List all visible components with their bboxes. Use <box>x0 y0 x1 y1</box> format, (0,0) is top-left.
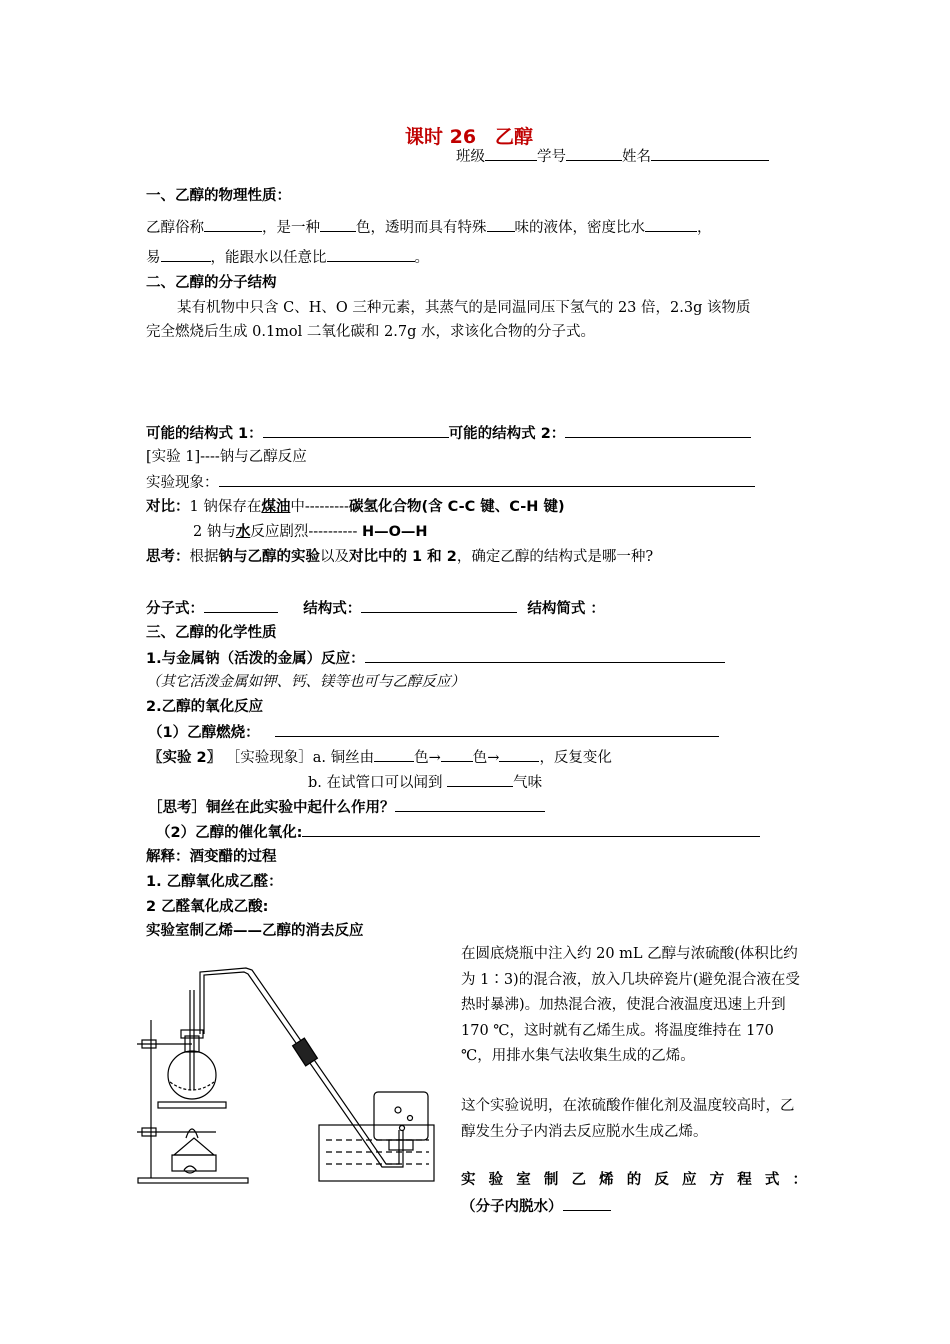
section-1-heading: 一、乙醇的物理性质： <box>146 188 291 204</box>
text: 实验现象： <box>146 475 219 491</box>
comparison-line-1 <box>146 497 565 517</box>
class-label: 班级 <box>456 149 485 165</box>
alcohol-lamp <box>174 1138 214 1155</box>
text: 易 <box>146 250 161 266</box>
text: 乙醇俗称 <box>146 220 204 236</box>
text: 思考： <box>146 549 190 565</box>
section-3-heading: 三、乙醇的化学性质 <box>146 625 277 641</box>
text: 可能的结构式 2： <box>448 426 566 442</box>
problem-line-1: 某有机物中只含 C、H、O 三种元素，其蒸气的是同温同压下氢气的 23 倍，2.3g 该物质 <box>177 300 751 316</box>
stand-base <box>138 1178 248 1183</box>
step-2: 2 乙醛氧化成乙酸: <box>146 899 269 915</box>
physical-properties-line-2 <box>146 247 429 268</box>
text: 〖实验 2〗 <box>148 750 222 766</box>
lab-description: 在圆底烧瓶中注入约 20 mL 乙醇与浓硫酸(体积比约为 1∶3)的混合液，放入几块碎瓷片(避免混合液在受热时暴沸)。加热混合液，使混合液温度迅速上升到 170 ℃，这时就有乙烯生成。将温度维持在 170 ℃，用排水集气法收集生成的乙烯。 <box>461 946 800 1064</box>
section-2-heading: 二、乙醇的分子结构 <box>146 275 277 291</box>
text: 气味 <box>513 775 543 791</box>
problem-line-2: 完全燃烧后生成 0.1mol 二氧化碳和 2.7g 水，求该化合物的分子式。 <box>146 324 595 340</box>
wire-gauze <box>158 1102 226 1108</box>
page-title: 课时 26 乙醇 <box>405 126 534 148</box>
text: ， <box>697 220 712 236</box>
text: 水 <box>235 524 251 540</box>
text: 分子式： <box>146 601 204 617</box>
text: 味的液体，密度比水 <box>514 220 645 236</box>
text: 煤油 <box>261 499 291 515</box>
text: ，是一种 <box>262 220 320 236</box>
formula-line <box>146 598 605 619</box>
text: 1 钠保存在 <box>189 499 262 515</box>
text: 结构简式 ： <box>527 601 605 617</box>
text: 对比： <box>146 499 190 515</box>
text: ，确定乙醇的结构式是哪一种? <box>456 549 654 565</box>
text: 色，透明而具有特殊 <box>356 220 487 236</box>
reaction-1 <box>146 648 725 669</box>
water-trough <box>319 1125 434 1181</box>
possible-structures-line <box>146 423 751 444</box>
text: 碳氢化合物(含 C-C 键、C-H 键) <box>348 499 565 515</box>
text: 钠与乙醇的实验 <box>218 549 320 565</box>
experiment-2-line-b <box>308 772 542 793</box>
text: 反应剧烈---------- <box>250 524 358 540</box>
text: 2 钠与 <box>193 524 236 540</box>
name-label: 姓名 <box>622 149 651 165</box>
think-2 <box>148 797 545 818</box>
lab-conclusion: 这个实验说明，在浓硫酸作催化剂及温度较高时，乙醇发生分子内消去反应脱水生成乙烯。 <box>461 1098 795 1140</box>
text: （1）乙醇燃烧： <box>148 725 260 741</box>
round-bottom-flask <box>168 1051 216 1099</box>
reaction-2-1 <box>148 722 719 743</box>
text: ［思考］铜丝在此实验中起什么作用？ <box>148 800 395 816</box>
text: ［实验现象］a. 铜丝由 <box>225 750 375 766</box>
comparison-line-2 <box>193 522 428 542</box>
text: H—O—H <box>361 524 428 540</box>
experiment-2-line-a <box>148 747 612 768</box>
equation-note-line <box>461 1196 611 1217</box>
text: （分子内脱水） <box>461 1199 563 1215</box>
text: 根据 <box>189 549 219 565</box>
reaction-2-2 <box>156 822 760 843</box>
equation-label: 实验室制乙烯的反应方程式： <box>461 1172 807 1188</box>
text: 结构式： <box>303 601 362 617</box>
reaction-2: 2.乙醇的氧化反应 <box>146 699 264 715</box>
text: 1.与金属钠（活泼的金属）反应： <box>146 651 365 667</box>
collection-bottle <box>374 1092 428 1140</box>
text: 。 <box>414 250 429 266</box>
lab-ethylene-heading: 实验室制乙烯——乙醇的消去反应 <box>146 923 364 939</box>
text: （2）乙醇的催化氧化: <box>156 825 303 841</box>
text: 色→ <box>472 750 500 766</box>
experiment-1-title: [实验 1]----钠与乙醇反应 <box>146 449 307 465</box>
text: ，反复变化 <box>539 750 612 766</box>
physical-properties-line-1 <box>146 217 712 238</box>
text: 中--------- <box>290 499 349 515</box>
text: 可能的结构式 1： <box>146 426 263 442</box>
text: b. 在试管口可以闻到 <box>308 775 443 791</box>
text: 色→ <box>414 750 441 766</box>
ethylene-apparatus-figure <box>134 960 444 1190</box>
text: 对比中的 1 和 2 <box>349 549 457 565</box>
text: 以及 <box>320 549 349 565</box>
reaction-1-note: （其它活泼金属如钾、钙、镁等也可与乙醇反应） <box>146 674 465 690</box>
step-1: 1. 乙醇氧化成乙醛： <box>146 874 283 890</box>
experiment-1-phenomenon <box>146 472 755 493</box>
delivery-tube <box>200 968 399 1164</box>
text: ，能跟水以任意比 <box>210 250 327 266</box>
student-info-line <box>456 146 769 167</box>
explanation: 解释：酒变醋的过程 <box>146 849 277 865</box>
number-label: 学号 <box>537 149 566 165</box>
think-question <box>146 547 653 567</box>
